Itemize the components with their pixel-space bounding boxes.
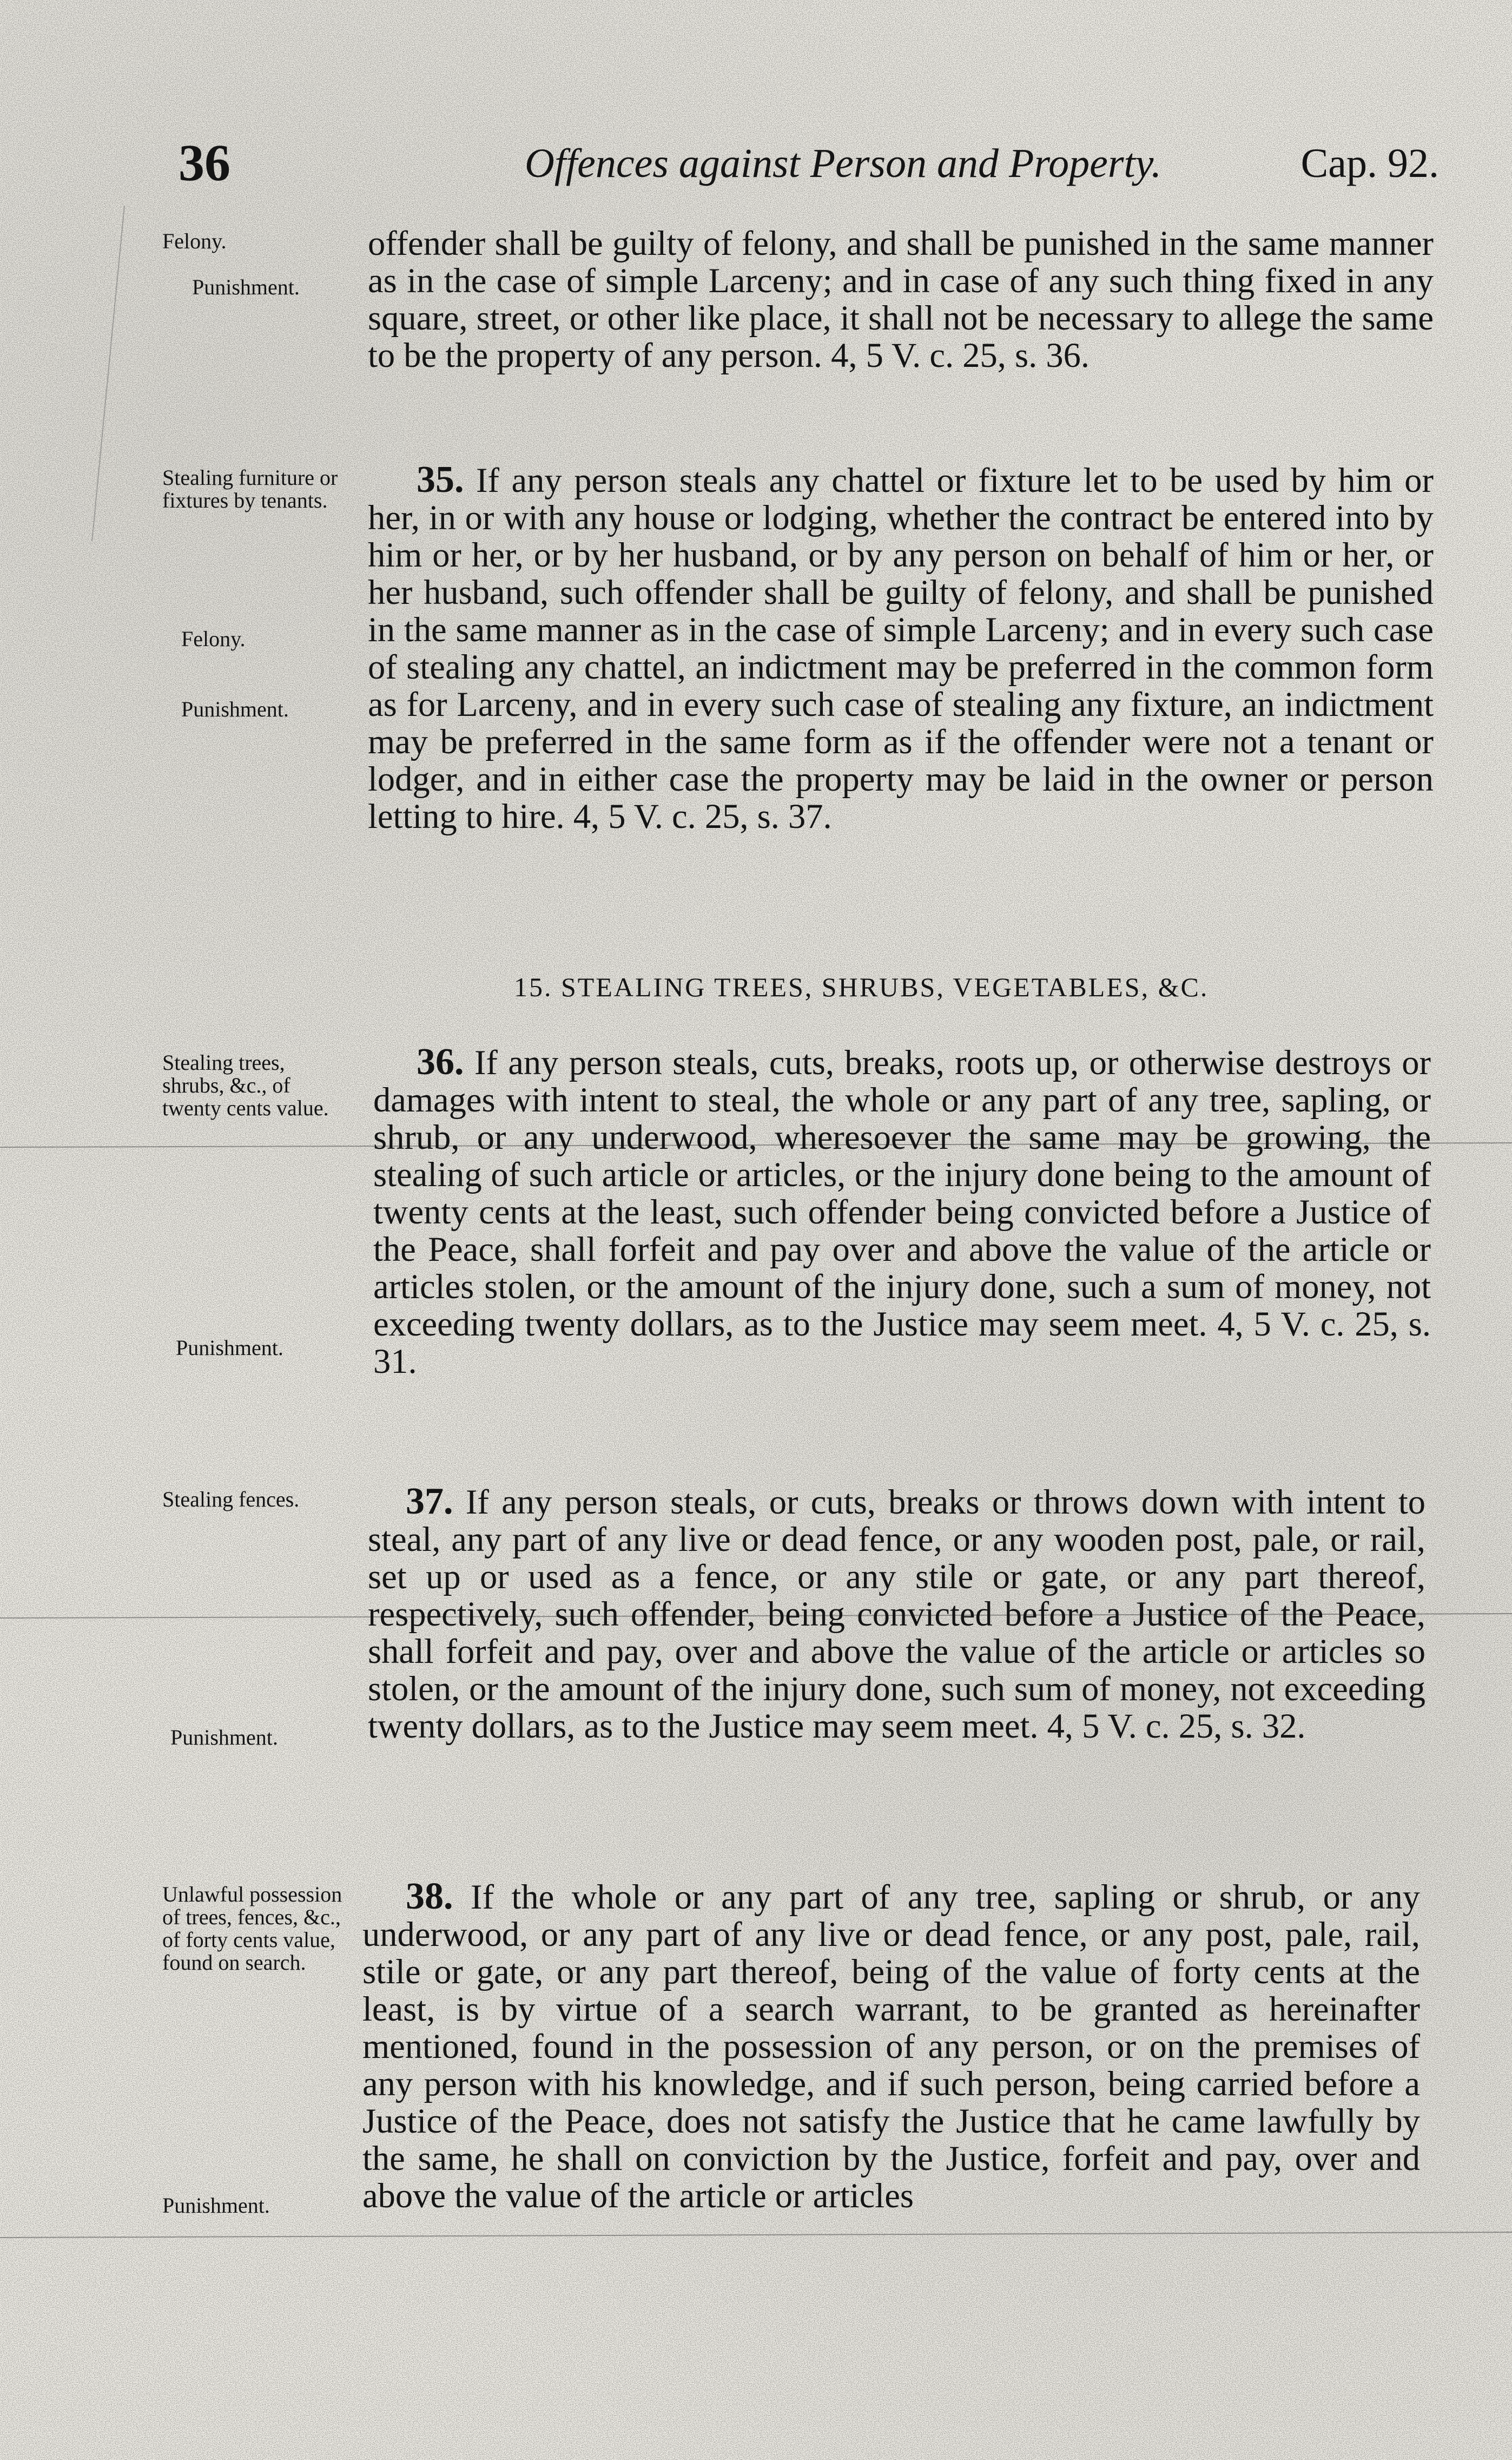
section-37: 37. If any person steals, or cuts, breaks or throws down with intent to steal, any part of any live or dead fence, or any wooden post, pale, or rail, set up or used as a fence, or any stile or gate, or any part thereof, respectively, such offender, being convicted before a Justice of the Peace, shall forfeit and pay, over and above the value of the article or articles so stolen, or the amount of the injury done, such sum of money, not exceeding twenty dollars, as to the Justice may seem meet. 4, 5 V. c. 25, s. 32. xyxy=(368,1483,1425,1745)
margin-note-felony: Felony. xyxy=(181,628,381,650)
margin-note-punishment: Punishment. xyxy=(162,2194,362,2217)
margin-note-punishment: Punishment. xyxy=(181,698,381,721)
running-title: Offences against Person and Property. xyxy=(525,140,1161,187)
margin-note-stealing-fences: Stealing fences. xyxy=(162,1488,362,1511)
margin-note-punishment: Punishment. xyxy=(170,1726,371,1749)
margin-note-punishment: Punishment. xyxy=(192,276,392,299)
section-number: 35. xyxy=(417,459,464,501)
section-number: 37. xyxy=(406,1481,453,1522)
chapter-label: Cap. 92. xyxy=(1301,140,1439,187)
section-heading: 15. STEALING TREES, SHRUBS, VEGETABLES, &C. xyxy=(514,971,1209,1003)
paragraph-continued: offender shall be guilty of felony, and shall be punished in the same manner as in the case of simple Larceny; and in case of any such thing fixed in any square, street, or other like place, it shall not be necessary to allege the same to be the property of any person. 4, 5 V. c. 25, s. 36. xyxy=(368,225,1434,374)
section-number: 36. xyxy=(417,1041,464,1083)
section-35: 35. If any person steals any chattel or fixture let to be used by him or her, in or with any house or lodging, whether the contract be entered into by him or her, or by her husband, or by any person on behalf of him or her, or her husband, such offender shall be guilty of felony, and shall be punished in the same manner as in the case of simple Larceny; and in every such case of stealing any chattel, an indictment may be preferred in the common form as for Larceny, and in every such case of stealing any fixture, an indictment may be preferred in the same form as if the offender were not a tenant or lodger, and in either case the property may be laid in the owner or person letting to hire. 4, 5 V. c. 25, s. 37. xyxy=(368,461,1434,835)
section-38: 38. If the whole or any part of any tree, sapling or shrub, or any underwood, or any part of any live or dead fence, or any post, pale, rail, stile or gate, or any part thereof, being of the value of forty cents at the least, is by virtue of a search warrant, to be granted as hereinafter mentioned, found in the possession of any person, or on the premises of any person with his knowledge, and if such person, being carried before a Justice of the Peace, does not satisfy the Justice that he came lawfully by the same, he shall on conviction by the Justice, forfeit and pay, over and above the value of the article or articles xyxy=(362,1878,1420,2214)
page-number: 36 xyxy=(179,133,230,193)
margin-note-unlawful-possession: Unlawful possession of trees, fences, &c., of forty cents value, found on search. xyxy=(162,1883,357,1974)
margin-note-stealing-trees: Stealing trees, shrubs, &c., of twenty cents value. xyxy=(162,1051,346,1120)
section-number: 38. xyxy=(406,1876,453,1917)
margin-note-punishment: Punishment. xyxy=(176,1337,376,1359)
margin-note-stealing-furniture: Stealing furniture or fixtures by tenants. xyxy=(162,466,346,512)
section-36: 36. If any person steals, cuts, breaks, roots up, or otherwise destroys or damages with intent to steal, the whole or any part of any tree, sapling, or shrub, or any underwood, wheresoever the same may be growing, the stealing of such article or articles, or the injury done being to the amount of twenty cents at the least, such offender being convicted before a Justice of the Peace, shall forfeit and pay over and above the value of the article or articles stolen, or the amount of the injury done, such a sum of money, not exceeding twenty dollars, as to the Justice may seem meet. 4, 5 V. c. 25, s. 31. xyxy=(373,1043,1431,1380)
margin-note-felony: Felony. xyxy=(162,230,362,253)
